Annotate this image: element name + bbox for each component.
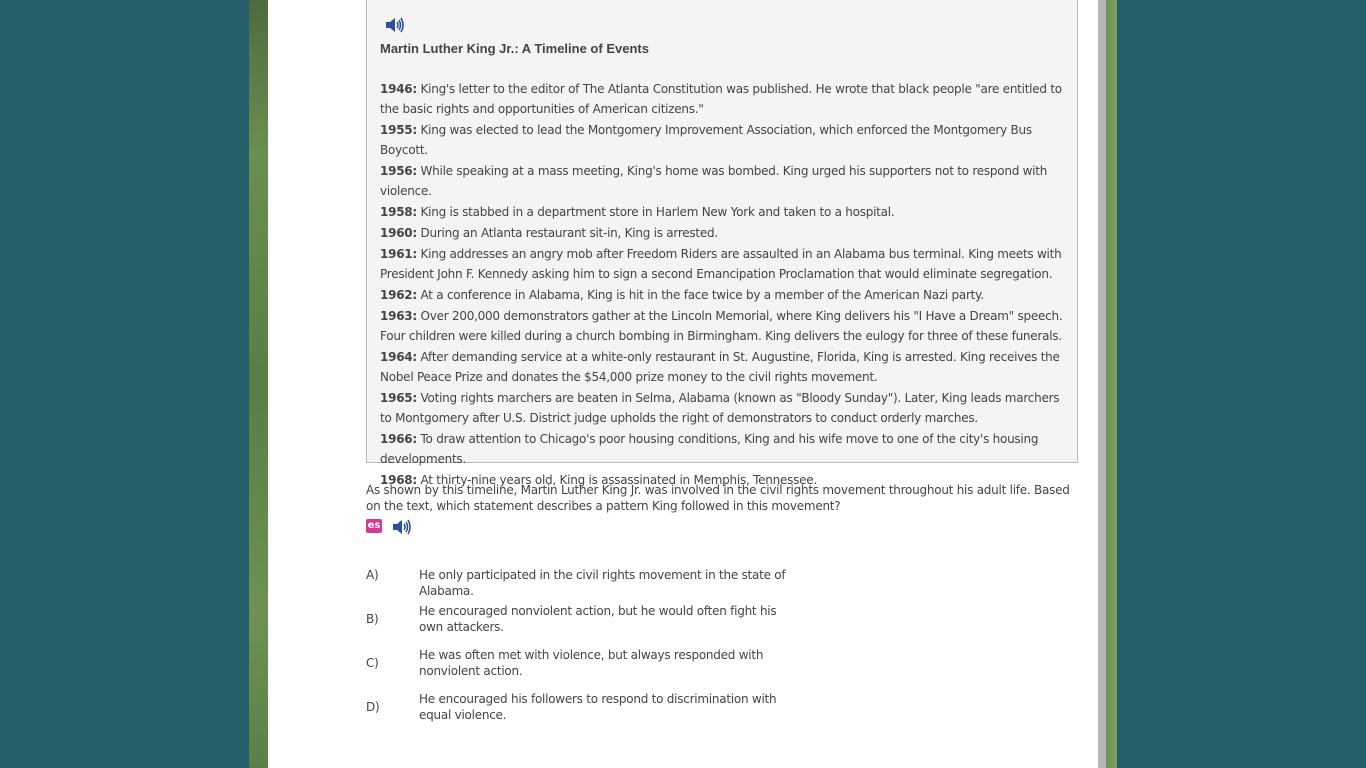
timeline-list (380, 79, 1070, 491)
timeline-text: King was elected to lead the Montgomery Improvement Association, which enforced the Montgomery Bus Boycott. (380, 123, 1032, 157)
question-tools (366, 519, 412, 537)
timeline-text: King is stabbed in a department store in Harlem New York and taken to a hospital. (416, 205, 895, 219)
spanish-translate-icon[interactable]: es (367, 520, 381, 531)
timeline-entry (380, 161, 1070, 201)
choice-letter: A) (366, 568, 379, 582)
passage-title: Martin Luther King Jr.: A Timeline of Events (380, 41, 649, 56)
timeline-text: At a conference in Alabama, King is hit in the face twice by a member of the American Nazi party. (416, 288, 984, 302)
timeline-text: Voting rights marchers are beaten in Selma, Alabama (known as "Bloody Sunday"). Later, King leads marchers to Montgomery after U.S. District judge upholds the right of demonstrators to conduct orderly marches. (380, 391, 1060, 425)
timeline-year: 1961: (380, 247, 417, 261)
question-stem: As shown by this timeline, Martin Luther King Jr. was involved in the civil rights movement throughout his adult life. Based on the text, which statement describes a pattern King followed in this movement? (366, 483, 1070, 513)
timeline-text: During an Atlanta restaurant sit-in, King is arrested. (416, 226, 718, 240)
timeline-year: 1960: (380, 226, 417, 240)
timeline-entry (380, 202, 1070, 222)
timeline-year: 1958: (380, 205, 417, 219)
timeline-text: To draw attention to Chicago's poor housing conditions, King and his wife move to one of the city's housing developments. (380, 432, 1039, 466)
choice-text: He encouraged nonviolent action, but he would often fight his own attackers. (419, 604, 777, 634)
left-background-stripe (249, 0, 268, 768)
speaker-icon[interactable] (385, 17, 405, 33)
timeline-entry (380, 429, 1070, 469)
timeline-year: 1962: (380, 288, 417, 302)
timeline-entry (380, 120, 1070, 160)
timeline-entry (380, 223, 1070, 243)
answer-choice-b[interactable] (366, 603, 826, 635)
answer-choice-c[interactable] (366, 647, 826, 679)
timeline-text: After demanding service at a white-only restaurant in St. Augustine, Florida, King is arrested. King receives the Nobel Peace Prize and donates the $54,000 prize money to the civil rights movement. (380, 350, 1060, 384)
timeline-year: 1946: (380, 82, 417, 96)
right-background-stripe (1098, 0, 1117, 768)
passage-panel (366, 0, 1078, 487)
timeline-text: While speaking at a mass meeting, King's home was bombed. King urged his supporters not to respond with violence. (380, 164, 1048, 198)
choice-letter: C) (366, 656, 379, 670)
choice-text: He was often met with violence, but always responded with nonviolent action. (419, 648, 764, 678)
timeline-entry (380, 388, 1070, 428)
timeline-text: At thirty-nine years old, King is assassinated in Memphis, Tennessee. (416, 473, 817, 487)
answer-choice-a[interactable] (366, 567, 826, 598)
timeline-text: King's letter to the editor of The Atlanta Constitution was published. He wrote that black people "are entitled to the basic rights and opportunities of American citizens." (380, 82, 1062, 116)
timeline-text: Over 200,000 demonstrators gather at the Lincoln Memorial, where King delivers his "I Have a Dream" speech. Four children were killed during a church bombing in Birmingham. King delivers the eulogy for three of these funerals. (380, 309, 1063, 343)
timeline-year: 1963: (380, 309, 417, 323)
timeline-year: 1968: (380, 473, 417, 487)
timeline-entry (380, 244, 1070, 284)
timeline-text: King addresses an angry mob after Freedom Riders are assaulted in an Alabama bus terminal. King meets with President John F. Kennedy asking him to sign a second Emancipation Proclamation that would eliminate segregation. (380, 247, 1062, 281)
choice-text: He encouraged his followers to respond to discrimination with equal violence. (419, 692, 777, 722)
timeline-entry (380, 285, 1070, 305)
timeline-year: 1964: (380, 350, 417, 364)
timeline-year: 1955: (380, 123, 417, 137)
timeline-year: 1965: (380, 391, 417, 405)
choice-letter: D) (366, 700, 380, 714)
choice-text: He only participated in the civil rights movement in the state of Alabama. (419, 568, 786, 598)
timeline-year: 1966: (380, 432, 417, 446)
timeline-entry (380, 347, 1070, 387)
speaker-icon[interactable] (392, 519, 412, 535)
test-page (268, 0, 1098, 768)
timeline-entry (380, 306, 1070, 346)
timeline-year: 1956: (380, 164, 417, 178)
answer-choice-d[interactable] (366, 691, 826, 723)
choice-letter: B) (366, 612, 379, 626)
timeline-entry (380, 79, 1070, 119)
